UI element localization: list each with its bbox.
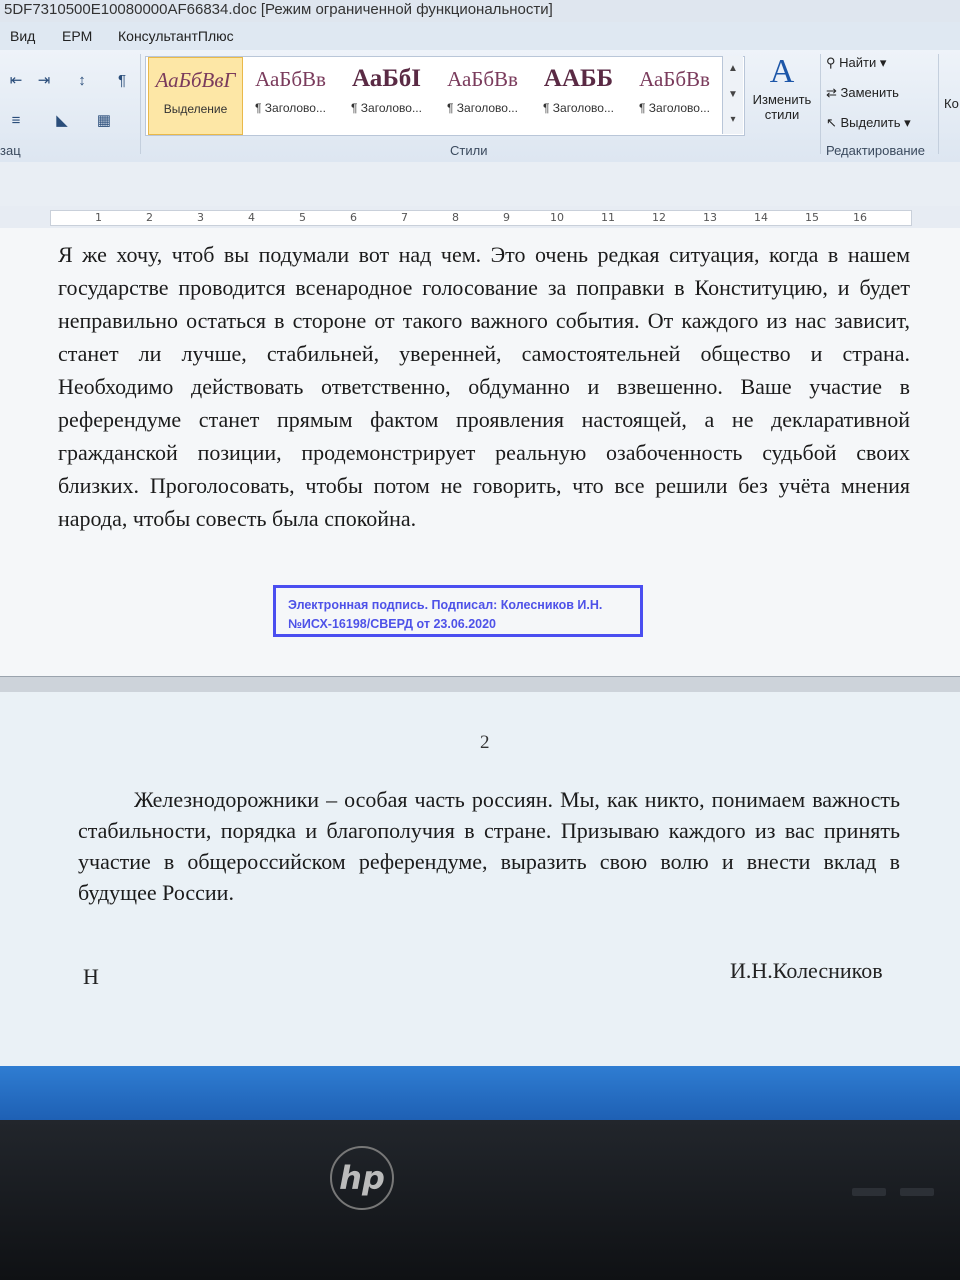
editing-group: [826, 50, 944, 140]
taskbar: [0, 1066, 960, 1120]
style-heading-4[interactable]: ААББ ¶ Заголово...: [543, 65, 614, 115]
style-heading-5[interactable]: АаБбВв ¶ Заголово...: [639, 67, 710, 115]
group-editing-label: Редактирование: [826, 143, 926, 158]
decrease-indent-icon[interactable]: ⇤: [9, 72, 23, 89]
ribbon: [0, 50, 960, 163]
chevron-up-icon[interactable]: ▲: [728, 63, 738, 74]
line-spacing-icon[interactable]: ≡: [11, 112, 21, 129]
group-paragraph-label: зац: [0, 143, 21, 158]
body-paragraph[interactable]: Железнодорожники – особая часть россиян. Мы, как никто, понимаем важность стабильности, порядка и благополучия в стране. Призываю каждого из вас принять участие в общероссийском референдуме, выразить свою волю и внести вклад в будущее России.: [78, 787, 900, 905]
chevron-down-icon[interactable]: ▼: [728, 89, 738, 100]
document-page-2[interactable]: [0, 692, 960, 1066]
signature-left-text: Н: [83, 964, 99, 989]
style-heading-2[interactable]: АаБбІ ¶ Заголово...: [351, 65, 422, 115]
gallery-scroll[interactable]: [722, 56, 743, 134]
styles-gallery: [145, 56, 745, 136]
increase-indent-icon[interactable]: ⇥: [37, 72, 51, 89]
electronic-signature-stamp: Электронная подпись. Подписал: Колесников И.Н. №ИСХ-16198/СВЕРД от 23.06.2020: [273, 585, 643, 637]
toolbar-gap: [0, 162, 960, 206]
page-number: 2: [480, 732, 490, 753]
borders-icon[interactable]: ▦: [96, 112, 112, 129]
cursor-icon: ↖: [826, 115, 841, 130]
menu-bar: [0, 22, 960, 50]
change-styles-icon: A: [769, 53, 795, 90]
shading-icon[interactable]: ◣: [56, 112, 68, 129]
menu-consultant[interactable]: КонсультантПлюс: [118, 28, 234, 44]
hp-logo-icon: hp: [330, 1146, 394, 1210]
monitor-bezel: [0, 1120, 960, 1280]
find-button[interactable]: ⚲ Найти ▾: [826, 55, 887, 70]
more-icon[interactable]: ▾: [730, 114, 736, 125]
select-button[interactable]: ↖ Выделить ▾: [826, 115, 911, 130]
change-styles-button[interactable]: A Изменить стили: [748, 52, 816, 122]
monitor-power-button: [900, 1188, 934, 1196]
replace-icon: ⇄: [826, 85, 841, 100]
style-heading-1[interactable]: АаБбВв ¶ Заголово...: [255, 67, 326, 115]
group-next-label: Ко: [944, 96, 959, 111]
body-paragraph[interactable]: Я же хочу, чтоб вы подумали вот над чем. Это очень редкая ситуация, когда в нашем государстве проводится всенародное голосование за поправки в Конституцию, и будет неправильно остаться в стороне от такого важного события. От каждого из нас зависит, станет ли лучше, стабильней, уверенней, самостоятельней общество и страна. Необходимо действовать ответственно, обдуманно и взвешенно. Ваше участие в референдуме станет прямым фактом проявления настоящей, а не декларативной гражданской позиции, продемонстрирует реальную озабоченность судьбой своих близких. Проголосовать, чтобы потом не говорить, что все решили без учёта мнения народа, чтобы совесть была спокойна.: [58, 242, 910, 531]
ruler-track: [50, 210, 912, 226]
menu-view[interactable]: Вид: [10, 28, 36, 44]
replace-button[interactable]: ⇄ Заменить: [826, 85, 899, 100]
menu-epm[interactable]: EPM: [62, 28, 93, 44]
style-heading-3[interactable]: АаБбВв ¶ Заголово...: [447, 67, 518, 115]
signatory-name: И.Н.Колесников: [730, 958, 883, 983]
window-title: 5DF7310500E10080000AF66834.doc [Режим ограниченной функциональности]: [0, 0, 960, 22]
group-styles-label: Стили: [450, 143, 488, 158]
sort-icon[interactable]: ↕: [78, 72, 86, 89]
horizontal-ruler[interactable]: 1 2 3 4 5 6 7 8 9 10 11 12 13 14 15 16: [0, 206, 960, 229]
binoculars-icon: ⚲: [826, 55, 840, 70]
style-emphasis[interactable]: АаБбВвГ Выделение: [148, 57, 243, 135]
pilcrow-icon[interactable]: ¶: [117, 72, 127, 89]
document-page-1[interactable]: [0, 228, 960, 676]
monitor-button: [852, 1188, 886, 1196]
